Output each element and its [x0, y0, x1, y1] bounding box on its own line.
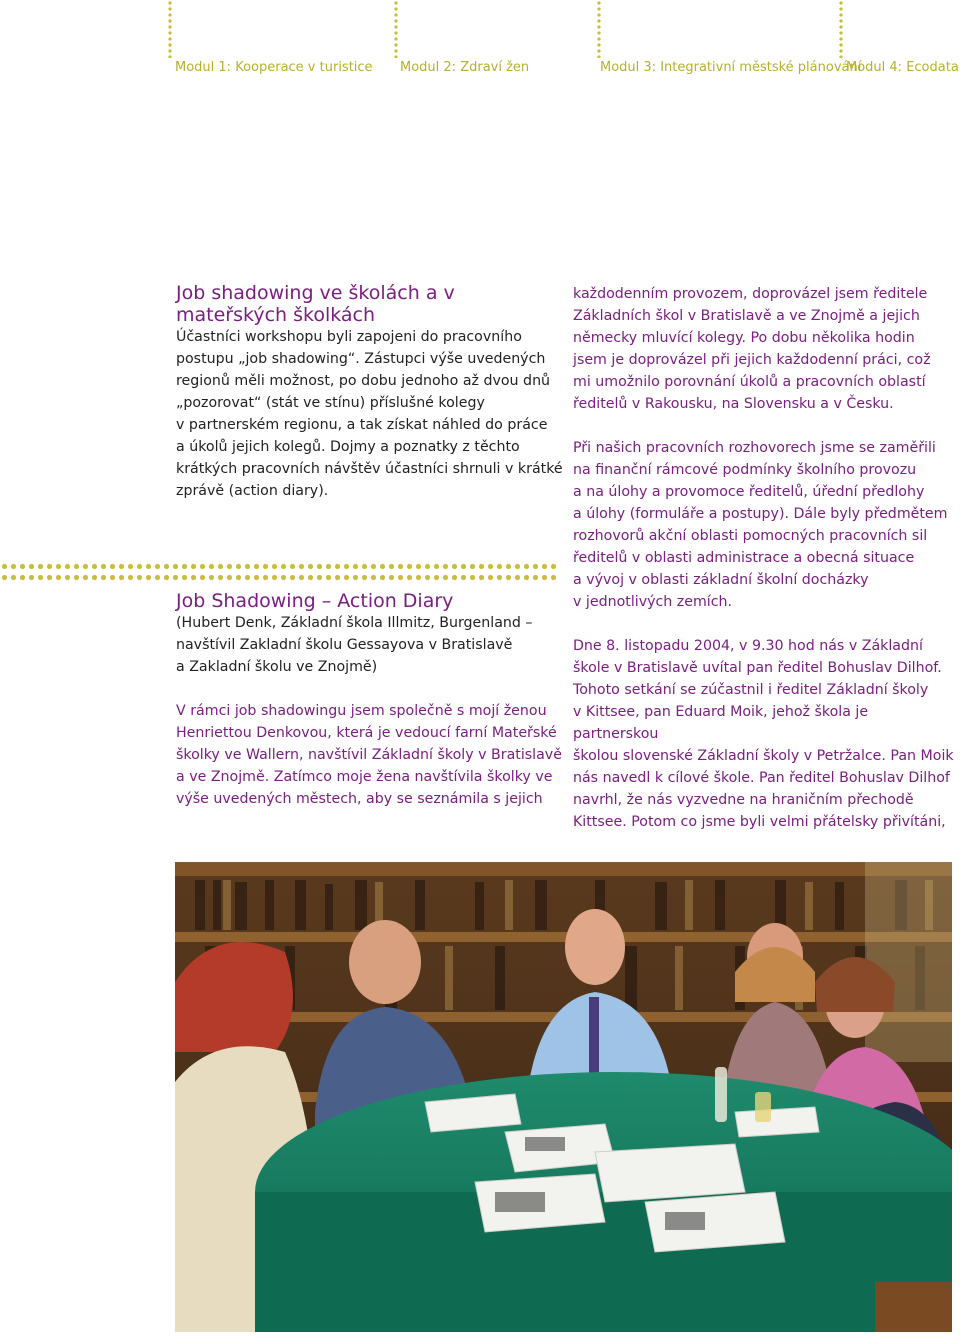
text-line: (Hubert Denk, Základní škola Illmitz, Burgenland –	[176, 615, 533, 631]
text-line: zprávě (action diary).	[176, 483, 329, 499]
module-link-3[interactable]: Modul 3: Integrativní městské plánování	[600, 60, 862, 75]
section1-body	[176, 326, 566, 502]
section2-subtitle	[176, 612, 566, 678]
text-line: „pozorovat“ (stát ve stínu) příslušné kolegy	[176, 395, 485, 411]
text-line: navrhl, že nás vyzvedne na hraničním přechodě	[573, 792, 914, 808]
text-line: a Zakladní školu ve Znojmě)	[176, 659, 378, 675]
text-line: školou slovenské Základní školy v Petržalce. Pan Moik	[573, 748, 954, 764]
section-heading-job-shadowing: Job shadowing ve školách a v mateřských školkách	[176, 282, 455, 326]
text-line: Kittsee. Potom co jsme byli velmi přátelsky přivítáni,	[573, 814, 946, 830]
text-line: krátkých pracovních návštěv účastníci shrnuli v krátké	[176, 461, 563, 477]
text-line: Účastníci workshopu byli zapojeni do pracovního	[176, 329, 522, 345]
module-link-2[interactable]: Modul 2: Zdraví žen	[400, 60, 530, 75]
text-line: ředitelů v oblasti administrace a obecná situace	[573, 550, 915, 566]
text-line: v Kittsee, pan Eduard Moik, jehož škola je partnerskou	[573, 704, 869, 742]
text-line: v jednotlivých zemích.	[573, 594, 733, 610]
text-line: výše uvedených městech, aby se seznámila s jejich	[176, 791, 543, 807]
text-line: navštívil Zakladní školu Gessayova v Bratislavě	[176, 637, 513, 653]
paragraph-3	[573, 635, 958, 833]
text-line: německy mluvící kolegy. Po dobu několika hodin	[573, 330, 915, 346]
module-link-1[interactable]: Modul 1: Kooperace v turistice	[175, 60, 373, 75]
meeting-photo-illustration	[175, 862, 952, 1332]
text-line: a na úlohy a provomoce ředitelů, úřední předlohy	[573, 484, 925, 500]
text-line: regionů měli možnost, po dobu jednoho až dvou dnů	[176, 373, 551, 389]
right-column	[573, 283, 958, 833]
section2-body	[176, 700, 566, 810]
text-line: Při našich pracovních rozhovorech jsme se zaměřili	[573, 440, 936, 456]
text-line: ředitelů v Rakousku, na Slovensku a v Česku.	[573, 396, 894, 412]
text-line: na finanční rámcové podmínky školního provozu	[573, 462, 917, 478]
separator-dots-2	[394, 0, 398, 58]
text-line: a vývoj v oblasti základní školní docházky	[573, 572, 869, 588]
section-heading-action-diary: Job Shadowing – Action Diary	[176, 590, 454, 612]
text-line: jsem je doprovázel při jejich každodenní práci, což	[573, 352, 931, 368]
separator-dots-3	[597, 0, 601, 58]
paragraph-2	[573, 437, 958, 613]
text-line: škole v Bratislavě uvítal pan ředitel Bohuslav Dilhof.	[573, 660, 942, 676]
text-line: Henriettou Denkovou, která je vedoucí farní Mateřské	[176, 725, 557, 741]
text-line: školky ve Wallern, navštívil Základní školy v Bratislavě	[176, 747, 562, 763]
text-line: rozhovorů akční oblasti pomocných pracovních sil	[573, 528, 928, 544]
meeting-photo	[175, 862, 952, 1332]
separator-dots-4	[839, 0, 843, 58]
left-column-lower	[176, 590, 566, 810]
text-line: mi umožnilo porovnání úkolů a pracovních oblastí	[573, 374, 926, 390]
text-line: a úkolů jejich kolegů. Dojmy a poznatky z těchto	[176, 439, 520, 455]
text-line: nás navedl k cílové škole. Pan ředitel Bohuslav Dilhof	[573, 770, 950, 786]
module-link-4[interactable]: Modul 4: Ecodata	[846, 60, 959, 75]
text-line: a úlohy (formuláře a postupy). Dále byly předmětem	[573, 506, 948, 522]
divider-dots	[0, 574, 558, 581]
text-line: a ve Znojmě. Zatímco moje žena navštívila školky ve	[176, 769, 553, 785]
text-line: Dne 8. listopadu 2004, v 9.30 hod nás v Základní	[573, 638, 923, 654]
text-line: v partnerském regionu, a tak získat náhled do práce	[176, 417, 548, 433]
separator-dots-1	[168, 0, 172, 58]
divider-dots	[0, 563, 558, 570]
text-line: V rámci job shadowingu jsem společně s mojí ženou	[176, 703, 547, 719]
left-column	[176, 282, 566, 502]
text-line: postupu „job shadowing“. Zástupci výše uvedených	[176, 351, 546, 367]
paragraph-1	[573, 283, 958, 415]
text-line: Základních škol v Bratislavě a ve Znojmě a jejich	[573, 308, 920, 324]
text-line: každodenním provozem, doprovázel jsem ředitele	[573, 286, 928, 302]
text-line: Tohoto setkání se zúčastnil i ředitel Základní školy	[573, 682, 929, 698]
